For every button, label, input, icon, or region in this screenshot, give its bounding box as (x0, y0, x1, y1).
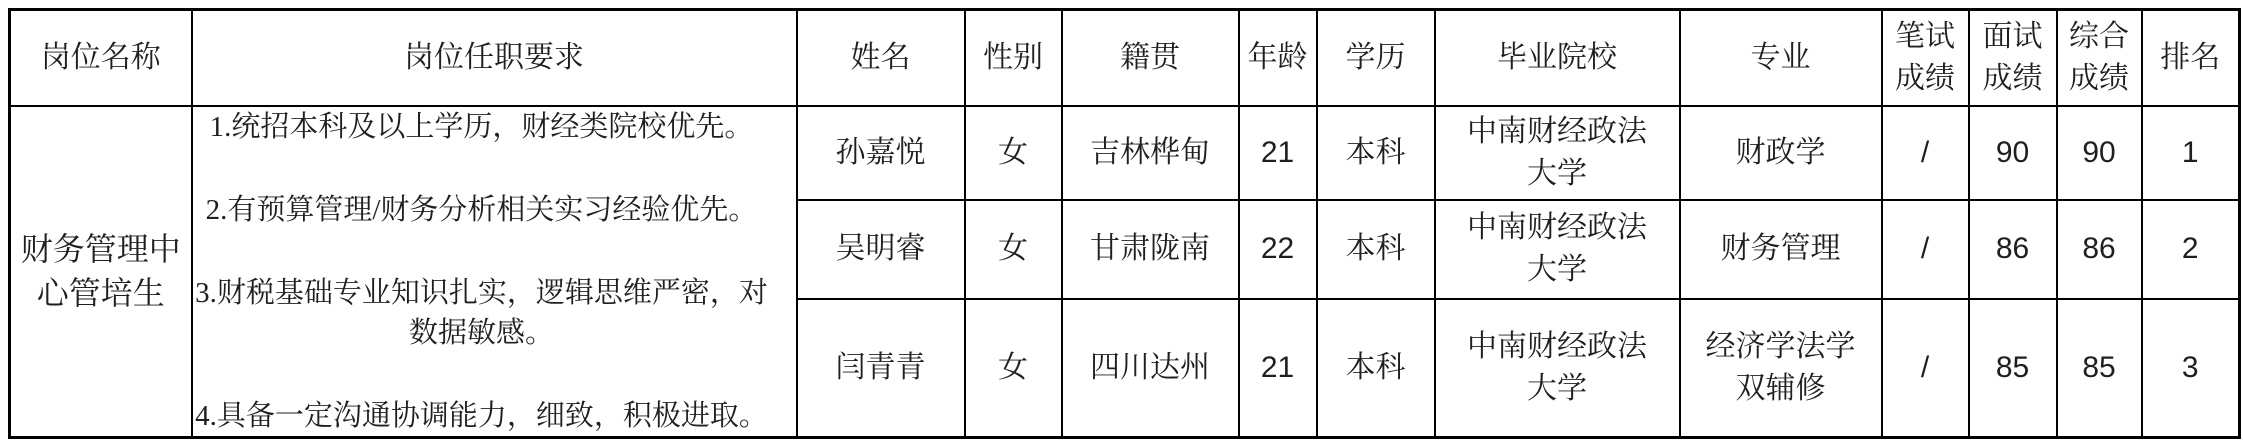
school-text: 中南财经政法大学 (1467, 329, 1647, 405)
recruitment-results-sheet (8, 8, 2241, 439)
requirement-item: 1.统招本科及以上学历，财经类院校优先。 (209, 110, 754, 143)
cell-name: 吴明睿 (797, 200, 965, 299)
cell-overall-score: 85 (2057, 299, 2142, 438)
header-row (10, 10, 2240, 106)
cell-rank: 3 (2142, 299, 2240, 438)
school-text: 中南财经政法大学 (1467, 211, 1647, 286)
cell-written-score: / (1882, 299, 1969, 438)
requirement-item: 2.有预算管理/财务分析相关实习经验优先。 (205, 193, 758, 226)
cell-age: 21 (1239, 106, 1317, 200)
header-overall-score (2057, 10, 2142, 106)
header-written-score-label: 笔试成绩 (1895, 19, 1955, 95)
school-text: 中南财经政法大学 (1467, 114, 1647, 190)
major-text: 经济学法学双辅修 (1705, 329, 1856, 405)
table-row (10, 106, 2240, 200)
cell-gender: 女 (965, 299, 1062, 438)
cell-interview-score: 86 (1969, 200, 2057, 299)
header-gender: 性别 (965, 10, 1062, 106)
position-name-text: 财务管理中心管培生 (20, 231, 181, 312)
cell-age: 21 (1239, 299, 1317, 438)
header-requirements: 岗位任职要求 (192, 10, 797, 106)
cell-gender: 女 (965, 200, 1062, 299)
cell-gender: 女 (965, 106, 1062, 200)
cell-major (1680, 200, 1882, 299)
cell-school (1435, 200, 1680, 299)
cell-written-score: / (1882, 106, 1969, 200)
header-education: 学历 (1317, 10, 1435, 106)
cell-education: 本科 (1317, 299, 1435, 438)
cell-written-score: / (1882, 200, 1969, 299)
cell-interview-score: 85 (1969, 299, 2057, 438)
cell-major (1680, 106, 1882, 200)
header-written-score (1882, 10, 1969, 106)
header-interview-score (1969, 10, 2057, 106)
cell-education: 本科 (1317, 106, 1435, 200)
header-interview-score-label: 面试成绩 (1982, 19, 2043, 95)
header-rank: 排名 (2142, 10, 2240, 106)
cell-education: 本科 (1317, 200, 1435, 299)
cell-name: 孙嘉悦 (797, 106, 965, 200)
major-text: 财务管理 (1720, 232, 1841, 265)
cell-overall-score: 86 (2057, 200, 2142, 299)
header-name: 姓名 (797, 10, 965, 106)
header-major: 专业 (1680, 10, 1882, 106)
cell-school (1435, 299, 1680, 438)
cell-name: 闫青青 (797, 299, 965, 438)
requirement-item: 3.财税基础专业知识扎实，逻辑思维严密，对数据敏感。 (195, 276, 768, 349)
major-text: 财政学 (1735, 135, 1826, 169)
recruitment-results-table (8, 8, 2241, 439)
cell-major (1680, 299, 1882, 438)
header-school: 毕业院校 (1435, 10, 1680, 106)
cell-hometown: 甘肃陇南 (1062, 200, 1239, 299)
cell-position-name (10, 106, 192, 438)
cell-hometown: 四川达州 (1062, 299, 1239, 438)
cell-age: 22 (1239, 200, 1317, 299)
requirement-item: 4.具备一定沟通协调能力，细致，积极进取。 (195, 399, 768, 432)
cell-requirements (192, 106, 797, 438)
header-age: 年龄 (1239, 10, 1317, 106)
cell-interview-score: 90 (1969, 106, 2057, 200)
cell-rank: 2 (2142, 200, 2240, 299)
cell-overall-score: 90 (2057, 106, 2142, 200)
header-overall-score-label: 综合成绩 (2069, 19, 2129, 95)
header-position-name: 岗位名称 (10, 10, 192, 106)
cell-rank: 1 (2142, 106, 2240, 200)
cell-hometown: 吉林桦甸 (1062, 106, 1239, 200)
cell-school (1435, 106, 1680, 200)
header-hometown: 籍贯 (1062, 10, 1239, 106)
